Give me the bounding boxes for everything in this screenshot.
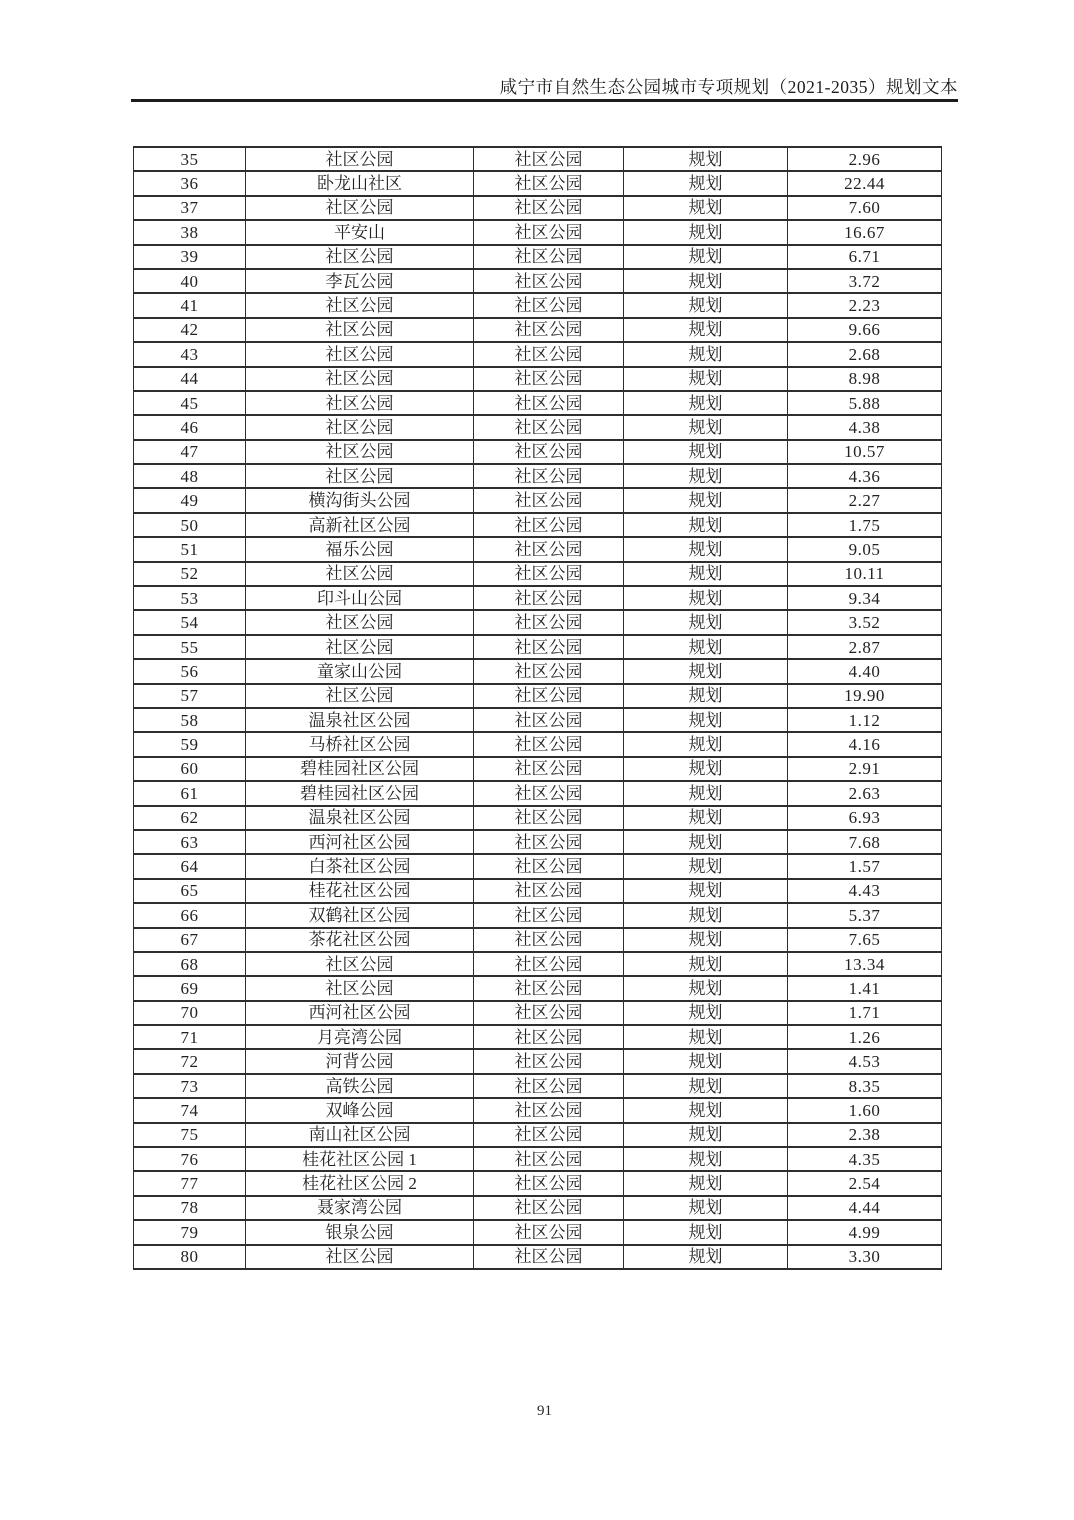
park-table [133, 146, 942, 1270]
cell-park-type: 社区公园 [474, 1147, 624, 1171]
cell-park-name: 西河社区公园 [246, 830, 474, 854]
cell-serial-number: 51 [134, 537, 246, 561]
cell-serial-number: 45 [134, 391, 246, 415]
table-row [134, 171, 942, 195]
cell-serial-number: 66 [134, 903, 246, 927]
cell-serial-number: 44 [134, 367, 246, 391]
cell-park-name: 温泉社区公园 [246, 708, 474, 732]
cell-area-value: 4.40 [788, 659, 942, 683]
cell-area-value: 2.63 [788, 781, 942, 805]
cell-serial-number: 63 [134, 830, 246, 854]
cell-area-value: 2.38 [788, 1123, 942, 1147]
cell-park-name: 社区公园 [246, 147, 474, 171]
cell-status: 规划 [624, 196, 788, 220]
cell-status: 规划 [624, 1049, 788, 1073]
cell-park-type: 社区公园 [474, 757, 624, 781]
table-row [134, 1196, 942, 1220]
cell-status: 规划 [624, 1123, 788, 1147]
cell-serial-number: 48 [134, 464, 246, 488]
cell-serial-number: 46 [134, 415, 246, 439]
cell-serial-number: 41 [134, 293, 246, 317]
table-row [134, 976, 942, 1000]
cell-park-name: 社区公园 [246, 1245, 474, 1269]
cell-serial-number: 52 [134, 562, 246, 586]
cell-serial-number: 61 [134, 781, 246, 805]
cell-park-type: 社区公园 [474, 781, 624, 805]
cell-park-name: 社区公园 [246, 318, 474, 342]
table-row [134, 1025, 942, 1049]
table-row [134, 1245, 942, 1269]
cell-area-value: 7.65 [788, 928, 942, 952]
cell-status: 规划 [624, 293, 788, 317]
cell-status: 规划 [624, 1074, 788, 1098]
cell-serial-number: 42 [134, 318, 246, 342]
cell-status: 规划 [624, 708, 788, 732]
cell-area-value: 22.44 [788, 171, 942, 195]
cell-status: 规划 [624, 928, 788, 952]
header-rule [131, 99, 958, 102]
cell-serial-number: 53 [134, 586, 246, 610]
cell-park-name: 双峰公园 [246, 1098, 474, 1122]
cell-status: 规划 [624, 513, 788, 537]
cell-status: 规划 [624, 391, 788, 415]
cell-serial-number: 43 [134, 342, 246, 366]
table-row [134, 464, 942, 488]
cell-park-type: 社区公园 [474, 830, 624, 854]
cell-park-name: 卧龙山社区 [246, 171, 474, 195]
cell-area-value: 1.60 [788, 1098, 942, 1122]
cell-park-type: 社区公园 [474, 732, 624, 756]
cell-park-type: 社区公园 [474, 1049, 624, 1073]
cell-park-type: 社区公园 [474, 1001, 624, 1025]
cell-status: 规划 [624, 1171, 788, 1195]
table-row [134, 1074, 942, 1098]
cell-serial-number: 60 [134, 757, 246, 781]
cell-status: 规划 [624, 684, 788, 708]
cell-serial-number: 59 [134, 732, 246, 756]
cell-park-name: 温泉社区公园 [246, 806, 474, 830]
cell-park-type: 社区公园 [474, 903, 624, 927]
cell-area-value: 1.71 [788, 1001, 942, 1025]
table-row [134, 659, 942, 683]
cell-area-value: 4.35 [788, 1147, 942, 1171]
cell-status: 规划 [624, 488, 788, 512]
cell-area-value: 10.57 [788, 440, 942, 464]
cell-serial-number: 57 [134, 684, 246, 708]
cell-serial-number: 56 [134, 659, 246, 683]
cell-area-value: 4.16 [788, 732, 942, 756]
cell-park-name: 茶花社区公园 [246, 928, 474, 952]
cell-area-value: 9.66 [788, 318, 942, 342]
cell-area-value: 2.54 [788, 1171, 942, 1195]
table-row [134, 781, 942, 805]
table-row [134, 220, 942, 244]
cell-park-name: 聂家湾公园 [246, 1196, 474, 1220]
table-row [134, 586, 942, 610]
cell-serial-number: 64 [134, 854, 246, 878]
table-row [134, 342, 942, 366]
cell-status: 规划 [624, 610, 788, 634]
cell-status: 规划 [624, 806, 788, 830]
cell-status: 规划 [624, 220, 788, 244]
table-row [134, 196, 942, 220]
cell-park-type: 社区公园 [474, 245, 624, 269]
cell-park-type: 社区公园 [474, 440, 624, 464]
table-row [134, 1098, 942, 1122]
cell-area-value: 4.99 [788, 1220, 942, 1244]
cell-status: 规划 [624, 318, 788, 342]
cell-park-type: 社区公园 [474, 1220, 624, 1244]
cell-serial-number: 67 [134, 928, 246, 952]
cell-status: 规划 [624, 903, 788, 927]
cell-park-name: 碧桂园社区公园 [246, 757, 474, 781]
cell-serial-number: 54 [134, 610, 246, 634]
table-row [134, 513, 942, 537]
cell-status: 规划 [624, 879, 788, 903]
cell-status: 规划 [624, 635, 788, 659]
cell-park-type: 社区公园 [474, 708, 624, 732]
table-row [134, 635, 942, 659]
cell-serial-number: 70 [134, 1001, 246, 1025]
cell-park-type: 社区公园 [474, 1196, 624, 1220]
cell-park-type: 社区公园 [474, 293, 624, 317]
cell-park-type: 社区公园 [474, 367, 624, 391]
cell-park-name: 月亮湾公园 [246, 1025, 474, 1049]
cell-status: 规划 [624, 367, 788, 391]
cell-area-value: 1.12 [788, 708, 942, 732]
cell-area-value: 2.68 [788, 342, 942, 366]
cell-park-name: 桂花社区公园 [246, 879, 474, 903]
cell-park-name: 李瓦公园 [246, 269, 474, 293]
table-row [134, 879, 942, 903]
cell-park-type: 社区公园 [474, 171, 624, 195]
cell-area-value: 4.43 [788, 879, 942, 903]
page-number: 91 [537, 1403, 552, 1419]
cell-area-value: 8.98 [788, 367, 942, 391]
cell-serial-number: 75 [134, 1123, 246, 1147]
cell-park-name: 社区公园 [246, 635, 474, 659]
table-row [134, 610, 942, 634]
cell-serial-number: 72 [134, 1049, 246, 1073]
cell-status: 规划 [624, 269, 788, 293]
cell-park-type: 社区公园 [474, 635, 624, 659]
table-row [134, 147, 942, 171]
cell-park-name: 社区公园 [246, 415, 474, 439]
cell-park-name: 社区公园 [246, 976, 474, 1000]
cell-area-value: 1.75 [788, 513, 942, 537]
cell-park-name: 桂花社区公园 2 [246, 1171, 474, 1195]
cell-area-value: 13.34 [788, 952, 942, 976]
cell-park-name: 社区公园 [246, 440, 474, 464]
cell-area-value: 9.34 [788, 586, 942, 610]
cell-park-type: 社区公园 [474, 659, 624, 683]
cell-status: 规划 [624, 342, 788, 366]
cell-park-name: 双鹤社区公园 [246, 903, 474, 927]
cell-park-name: 社区公园 [246, 684, 474, 708]
table-row [134, 806, 942, 830]
cell-park-name: 高新社区公园 [246, 513, 474, 537]
cell-area-value: 5.88 [788, 391, 942, 415]
cell-area-value: 8.35 [788, 1074, 942, 1098]
cell-park-type: 社区公园 [474, 513, 624, 537]
cell-area-value: 4.36 [788, 464, 942, 488]
table-row [134, 269, 942, 293]
cell-status: 规划 [624, 1147, 788, 1171]
cell-area-value: 4.38 [788, 415, 942, 439]
cell-park-type: 社区公园 [474, 488, 624, 512]
cell-park-name: 社区公园 [246, 391, 474, 415]
park-table-body [134, 147, 942, 1269]
cell-status: 规划 [624, 464, 788, 488]
table-row [134, 367, 942, 391]
cell-park-name: 社区公园 [246, 952, 474, 976]
cell-area-value: 7.60 [788, 196, 942, 220]
cell-park-type: 社区公园 [474, 220, 624, 244]
cell-area-value: 3.30 [788, 1245, 942, 1269]
cell-serial-number: 79 [134, 1220, 246, 1244]
cell-park-type: 社区公园 [474, 1245, 624, 1269]
table-row [134, 928, 942, 952]
cell-area-value: 19.90 [788, 684, 942, 708]
table-row [134, 293, 942, 317]
cell-status: 规划 [624, 976, 788, 1000]
table-row [134, 732, 942, 756]
cell-park-name: 白茶社区公园 [246, 854, 474, 878]
table-row [134, 537, 942, 561]
cell-serial-number: 39 [134, 245, 246, 269]
cell-park-name: 印斗山公园 [246, 586, 474, 610]
table-row [134, 757, 942, 781]
table-row [134, 1123, 942, 1147]
cell-status: 规划 [624, 1001, 788, 1025]
cell-serial-number: 80 [134, 1245, 246, 1269]
cell-area-value: 2.91 [788, 757, 942, 781]
cell-area-value: 2.96 [788, 147, 942, 171]
cell-park-type: 社区公园 [474, 391, 624, 415]
cell-status: 规划 [624, 757, 788, 781]
cell-area-value: 16.67 [788, 220, 942, 244]
cell-area-value: 4.53 [788, 1049, 942, 1073]
table-row [134, 952, 942, 976]
cell-park-type: 社区公园 [474, 1025, 624, 1049]
cell-area-value: 3.52 [788, 610, 942, 634]
cell-park-type: 社区公园 [474, 586, 624, 610]
cell-serial-number: 68 [134, 952, 246, 976]
table-row [134, 684, 942, 708]
cell-park-name: 童家山公园 [246, 659, 474, 683]
cell-status: 规划 [624, 586, 788, 610]
cell-park-name: 银泉公园 [246, 1220, 474, 1244]
cell-park-name: 河背公园 [246, 1049, 474, 1073]
cell-status: 规划 [624, 732, 788, 756]
cell-serial-number: 69 [134, 976, 246, 1000]
cell-status: 规划 [624, 1196, 788, 1220]
cell-status: 规划 [624, 245, 788, 269]
cell-status: 规划 [624, 1220, 788, 1244]
cell-park-type: 社区公园 [474, 1123, 624, 1147]
cell-serial-number: 50 [134, 513, 246, 537]
cell-park-name: 西河社区公园 [246, 1001, 474, 1025]
cell-area-value: 1.41 [788, 976, 942, 1000]
cell-area-value: 1.57 [788, 854, 942, 878]
cell-park-name: 社区公园 [246, 342, 474, 366]
cell-status: 规划 [624, 854, 788, 878]
cell-park-name: 社区公园 [246, 562, 474, 586]
cell-serial-number: 76 [134, 1147, 246, 1171]
cell-status: 规划 [624, 537, 788, 561]
table-row [134, 903, 942, 927]
table-row [134, 708, 942, 732]
cell-status: 规划 [624, 1025, 788, 1049]
cell-park-type: 社区公园 [474, 854, 624, 878]
cell-park-type: 社区公园 [474, 464, 624, 488]
cell-area-value: 2.87 [788, 635, 942, 659]
cell-area-value: 3.72 [788, 269, 942, 293]
cell-park-name: 马桥社区公园 [246, 732, 474, 756]
cell-serial-number: 62 [134, 806, 246, 830]
cell-serial-number: 36 [134, 171, 246, 195]
cell-park-type: 社区公园 [474, 196, 624, 220]
cell-park-type: 社区公园 [474, 1171, 624, 1195]
cell-area-value: 6.93 [788, 806, 942, 830]
cell-serial-number: 47 [134, 440, 246, 464]
cell-park-name: 社区公园 [246, 367, 474, 391]
cell-area-value: 6.71 [788, 245, 942, 269]
cell-serial-number: 65 [134, 879, 246, 903]
cell-serial-number: 58 [134, 708, 246, 732]
table-row [134, 1049, 942, 1073]
cell-area-value: 4.44 [788, 1196, 942, 1220]
cell-status: 规划 [624, 1098, 788, 1122]
cell-area-value: 7.68 [788, 830, 942, 854]
table-row [134, 854, 942, 878]
cell-park-name: 桂花社区公园 1 [246, 1147, 474, 1171]
cell-area-value: 9.05 [788, 537, 942, 561]
cell-park-type: 社区公园 [474, 318, 624, 342]
table-row [134, 562, 942, 586]
cell-park-name: 社区公园 [246, 245, 474, 269]
cell-park-type: 社区公园 [474, 806, 624, 830]
cell-park-name: 社区公园 [246, 464, 474, 488]
cell-serial-number: 40 [134, 269, 246, 293]
cell-status: 规划 [624, 147, 788, 171]
cell-serial-number: 73 [134, 1074, 246, 1098]
document-header-title: 咸宁市自然生态公园城市专项规划（2021-2035）规划文本 [499, 77, 958, 97]
table-row [134, 1147, 942, 1171]
cell-area-value: 1.26 [788, 1025, 942, 1049]
cell-park-type: 社区公园 [474, 1098, 624, 1122]
cell-park-type: 社区公园 [474, 342, 624, 366]
table-row [134, 391, 942, 415]
cell-park-type: 社区公园 [474, 952, 624, 976]
table-row [134, 1220, 942, 1244]
cell-serial-number: 71 [134, 1025, 246, 1049]
cell-serial-number: 35 [134, 147, 246, 171]
cell-serial-number: 49 [134, 488, 246, 512]
cell-area-value: 5.37 [788, 903, 942, 927]
cell-serial-number: 37 [134, 196, 246, 220]
cell-park-type: 社区公园 [474, 976, 624, 1000]
cell-park-type: 社区公园 [474, 269, 624, 293]
cell-status: 规划 [624, 415, 788, 439]
table-row [134, 440, 942, 464]
cell-park-type: 社区公园 [474, 562, 624, 586]
table-row [134, 415, 942, 439]
cell-serial-number: 55 [134, 635, 246, 659]
table-row [134, 318, 942, 342]
cell-area-value: 2.27 [788, 488, 942, 512]
table-row [134, 1001, 942, 1025]
cell-park-name: 横沟街头公园 [246, 488, 474, 512]
cell-park-type: 社区公园 [474, 415, 624, 439]
table-row [134, 1171, 942, 1195]
cell-status: 规划 [624, 440, 788, 464]
cell-serial-number: 78 [134, 1196, 246, 1220]
cell-park-name: 高铁公园 [246, 1074, 474, 1098]
cell-serial-number: 38 [134, 220, 246, 244]
cell-park-type: 社区公园 [474, 147, 624, 171]
table-row [134, 488, 942, 512]
cell-park-name: 社区公园 [246, 293, 474, 317]
cell-park-name: 平安山 [246, 220, 474, 244]
cell-park-type: 社区公园 [474, 537, 624, 561]
cell-serial-number: 74 [134, 1098, 246, 1122]
cell-park-name: 社区公园 [246, 610, 474, 634]
cell-status: 规划 [624, 659, 788, 683]
table-row [134, 830, 942, 854]
cell-status: 规划 [624, 562, 788, 586]
cell-status: 规划 [624, 781, 788, 805]
cell-serial-number: 77 [134, 1171, 246, 1195]
cell-park-name: 碧桂园社区公园 [246, 781, 474, 805]
cell-area-value: 2.23 [788, 293, 942, 317]
cell-park-type: 社区公园 [474, 879, 624, 903]
cell-park-type: 社区公园 [474, 610, 624, 634]
cell-park-type: 社区公园 [474, 928, 624, 952]
table-row [134, 245, 942, 269]
cell-status: 规划 [624, 171, 788, 195]
cell-status: 规划 [624, 952, 788, 976]
cell-area-value: 10.11 [788, 562, 942, 586]
cell-status: 规划 [624, 1245, 788, 1269]
cell-park-type: 社区公园 [474, 684, 624, 708]
cell-park-name: 南山社区公园 [246, 1123, 474, 1147]
cell-park-type: 社区公园 [474, 1074, 624, 1098]
cell-status: 规划 [624, 830, 788, 854]
cell-park-name: 福乐公园 [246, 537, 474, 561]
cell-park-name: 社区公园 [246, 196, 474, 220]
